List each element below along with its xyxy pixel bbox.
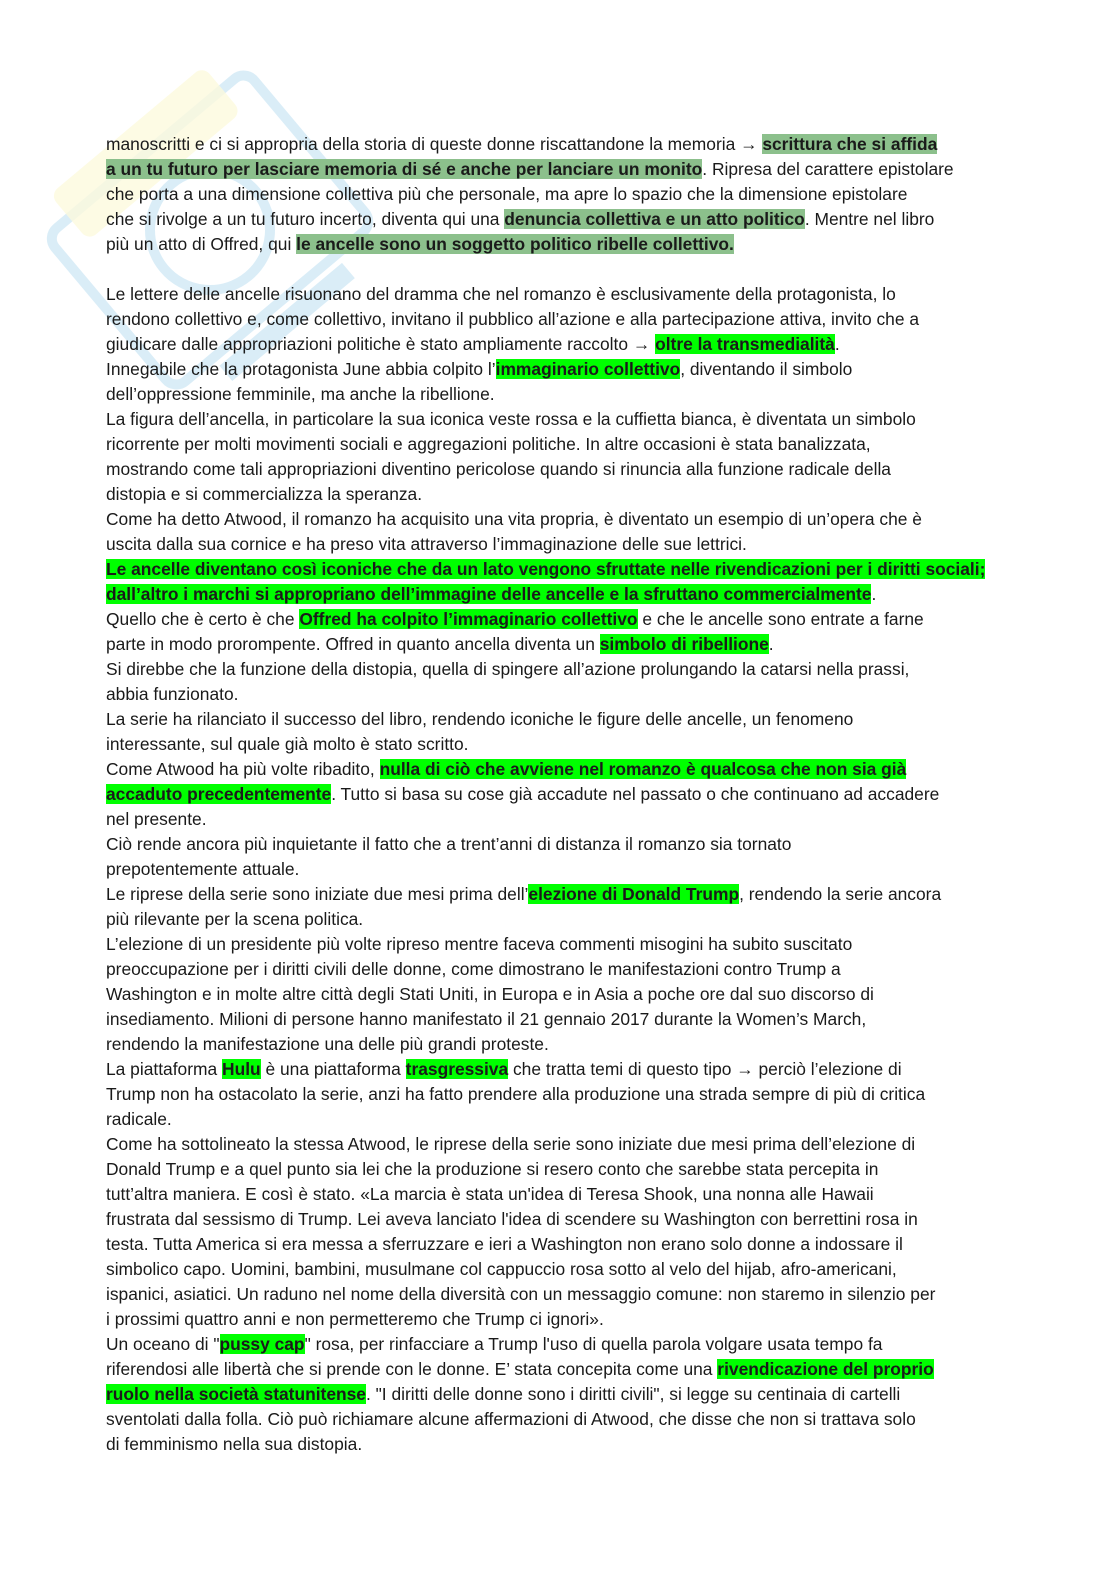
text-line xyxy=(106,1332,1006,1357)
text-run: radicale. xyxy=(106,1109,172,1129)
text-run: riferendosi alle libertà che si prende con le donne. E’ stata concepita come una xyxy=(106,1359,718,1379)
text-run: frustrata dal sessismo di Trump. Lei aveva lanciato l'idea di scendere su Washington con berrettini rosa in xyxy=(106,1209,918,1229)
highlighted-text: Hulu xyxy=(222,1059,261,1079)
text-run: La piattaforma xyxy=(106,1059,223,1079)
text-line xyxy=(106,632,1006,657)
text-run: Si direbbe che la funzione della distopia, quella di spingere all’azione prolungando la catarsi nella prassi, xyxy=(106,659,910,679)
text-line xyxy=(106,332,1006,357)
text-line xyxy=(106,807,1006,832)
highlighted-text: Offred ha colpito l’immaginario collettivo xyxy=(299,609,638,629)
text-line xyxy=(106,1307,1006,1332)
text-line xyxy=(106,1357,1006,1382)
text-line xyxy=(106,582,1006,607)
text-line xyxy=(106,957,1006,982)
text-run: che si rivolge a un tu futuro incerto, diventa qui una xyxy=(106,209,505,229)
highlighted-text: pussy cap xyxy=(219,1334,305,1354)
text-run: prepotentemente attuale. xyxy=(106,859,300,879)
text-line xyxy=(106,607,1006,632)
text-run: tutt’altra maniera. E così è stato. «La marcia è stata un'idea di Teresa Shook, una nonna alle Hawaii xyxy=(106,1184,874,1204)
text-run: La serie ha rilanciato il successo del libro, rendendo iconiche le figure delle ancelle, un fenomeno xyxy=(106,709,854,729)
text-run: ricorrente per molti movimenti sociali e aggregazioni politiche. In altre occasioni è stata banalizzata, xyxy=(106,434,871,454)
text-line xyxy=(106,132,1006,157)
text-run: Le riprese della serie sono iniziate due mesi prima dell’ xyxy=(106,884,529,904)
text-run: ispanici, asiatici. Un raduno nel nome della diversità con un messaggio comune: non staremo in silenzio per xyxy=(106,1284,936,1304)
text-line xyxy=(106,482,1006,507)
text-run: . xyxy=(871,584,877,604)
text-line xyxy=(106,1382,1006,1407)
highlighted-text: simbolo di ribellione xyxy=(599,634,769,654)
text-line xyxy=(106,1182,1006,1207)
text-line xyxy=(106,1407,1006,1432)
text-run: , diventando il simbolo xyxy=(680,359,853,379)
text-run: rendendo la manifestazione una delle più grandi proteste. xyxy=(106,1034,549,1054)
text-run: . xyxy=(768,634,774,654)
text-run: di femminismo nella sua distopia. xyxy=(106,1434,363,1454)
text-run: . xyxy=(834,334,840,354)
text-run: , rendendo la serie ancora xyxy=(739,884,942,904)
text-line xyxy=(106,507,1006,532)
text-run: rendono collettivo e, come collettivo, invitano il pubblico all’azione e alla partecipazione attiva, invito che a xyxy=(106,309,920,329)
text-line xyxy=(106,432,1006,457)
text-run: mostrando come tali appropriazioni diventino pericolose quando si rinuncia alla funzione radicale della xyxy=(106,459,891,479)
text-run: distopia e si commercializza la speranza. xyxy=(106,484,423,504)
text-run: La figura dell’ancella, in particolare la sua iconica veste rossa e la cuffietta bianca, è diventata un simbolo xyxy=(106,409,916,429)
text-line xyxy=(106,982,1006,1007)
text-run: Quello che è certo è che xyxy=(106,609,300,629)
text-line xyxy=(106,282,1006,307)
text-run: " rosa, per rinfacciare a Trump l'uso di quella parola volgare usata tempo fa xyxy=(304,1334,883,1354)
text-run: interessante, sul quale già molto è stato scritto. xyxy=(106,734,469,754)
text-line xyxy=(106,207,1006,232)
text-run: Un oceano di " xyxy=(106,1334,220,1354)
text-run: parte in modo prorompente. Offred in quanto ancella diventa un xyxy=(106,634,600,654)
text-line xyxy=(106,232,1006,257)
text-line xyxy=(106,882,1006,907)
text-line xyxy=(106,1257,1006,1282)
text-run: Innegabile che la protagonista June abbia colpito l’ xyxy=(106,359,496,379)
highlighted-text: Le ancelle diventano così iconiche che da un lato vengono sfruttate nelle rivendicazioni per i diritti sociali; xyxy=(106,559,986,579)
text-run: . "I diritti delle donne sono i diritti civili", si legge su centinaia di cartelli xyxy=(365,1384,901,1404)
text-line xyxy=(106,1232,1006,1257)
text-line xyxy=(106,1132,1006,1157)
text-line xyxy=(106,732,1006,757)
text-line xyxy=(106,1007,1006,1032)
text-run: Washington e in molte altre città degli Stati Uniti, in Europa e in Asia a poche ore dal suo discorso di xyxy=(106,984,874,1004)
text-line xyxy=(106,157,1006,182)
text-run: giudicare dalle appropriazioni politiche è stato ampliamente raccolto → xyxy=(106,334,656,354)
highlighted-text: nulla di ciò che avviene nel romanzo è qualcosa che non sia già xyxy=(379,759,907,779)
text-line xyxy=(106,1432,1006,1457)
text-line xyxy=(106,457,1006,482)
text-line xyxy=(106,682,1006,707)
text-line xyxy=(106,1032,1006,1057)
text-line xyxy=(106,407,1006,432)
highlighted-text: immaginario collettivo xyxy=(495,359,681,379)
text-line xyxy=(106,782,1006,807)
highlighted-text: elezione di Donald Trump xyxy=(528,884,740,904)
text-line xyxy=(106,707,1006,732)
text-line xyxy=(106,757,1006,782)
text-line xyxy=(106,182,1006,207)
text-line xyxy=(106,1082,1006,1107)
text-line xyxy=(106,382,1006,407)
highlighted-text: trasgressiva xyxy=(405,1059,509,1079)
text-line xyxy=(106,307,1006,332)
text-line xyxy=(106,357,1006,382)
text-run: simbolico capo. Uomini, bambini, musulmane col cappuccio rosa sotto al velo del hijab, afro-americani, xyxy=(106,1259,897,1279)
text-line xyxy=(106,857,1006,882)
text-run: . Tutto si basa su cose già accadute nel passato o che continuano ad accadere xyxy=(331,784,940,804)
text-run: Come ha detto Atwood, il romanzo ha acquisito una vita propria, è diventato un esempio di un’opera che è xyxy=(106,509,922,529)
highlighted-text: dall’altro i marchi si appropriano dell’immagine delle ancelle e la sfruttano commercialmente xyxy=(106,584,872,604)
text-run: che porta a una dimensione collettiva più che personale, ma apre lo spazio che la dimensione epistolare xyxy=(106,184,908,204)
highlighted-text: rivendicazione del proprio xyxy=(717,1359,934,1379)
text-run: dell’oppressione femminile, ma anche la ribellione. xyxy=(106,384,495,404)
highlighted-text: ruolo nella società statunitense xyxy=(106,1384,366,1404)
text-line xyxy=(106,657,1006,682)
text-run: Come ha sottolineato la stessa Atwood, le riprese della serie sono iniziate due mesi prima dell’elezione di xyxy=(106,1134,916,1154)
text-line xyxy=(106,557,1006,582)
text-run: manoscritti e ci si appropria della storia di queste donne riscattandone la memoria → xyxy=(106,134,763,154)
text-run: uscita dalla sua cornice e ha preso vita attraverso l’immaginazione delle sue lettrici. xyxy=(106,534,747,554)
highlighted-text: accaduto precedentemente xyxy=(106,784,332,804)
text-run: Le lettere delle ancelle risuonano del dramma che nel romanzo è esclusivamente della protagonista, lo xyxy=(106,284,896,304)
text-run: è una piattaforma xyxy=(260,1059,406,1079)
text-line xyxy=(106,1157,1006,1182)
text-run: L’elezione di un presidente più volte ripreso mentre faceva commenti misogini ha subito suscitato xyxy=(106,934,853,954)
text-run: nel presente. xyxy=(106,809,207,829)
text-line xyxy=(106,832,1006,857)
text-run: che tratta temi di questo tipo → perciò l’elezione di xyxy=(508,1059,902,1079)
highlighted-text: denuncia collettiva e un atto politico xyxy=(504,209,805,229)
text-run: Donald Trump e a quel punto sia lei che la produzione si resero conto che sarebbe stata percepita in xyxy=(106,1159,879,1179)
text-run: testa. Tutta America si era messa a sferruzzare e ieri a Washington non erano solo donne a indossare il xyxy=(106,1234,903,1254)
text-run: più un atto di Offred, qui xyxy=(106,234,297,254)
document-body xyxy=(106,132,1006,1457)
text-line xyxy=(106,1207,1006,1232)
text-run: i prossimi quattro anni e non permetteremo che Trump ci ignori». xyxy=(106,1309,604,1329)
text-run: . Ripresa del carattere epistolare xyxy=(702,159,954,179)
blank-line xyxy=(106,257,1006,282)
text-run: insediamento. Milioni di persone hanno manifestato il 21 gennaio 2017 durante la Women’s March, xyxy=(106,1009,867,1029)
text-run: . Mentre nel libro xyxy=(804,209,935,229)
highlighted-text: le ancelle sono un soggetto politico ribelle collettivo. xyxy=(296,234,734,254)
text-line xyxy=(106,1107,1006,1132)
text-run: preoccupazione per i diritti civili delle donne, come dimostrano le manifestazioni contro Trump a xyxy=(106,959,841,979)
text-run: e che le ancelle sono entrate a farne xyxy=(637,609,924,629)
text-line xyxy=(106,1057,1006,1082)
text-run: Ciò rende ancora più inquietante il fatto che a trent’anni di distanza il romanzo sia tornato xyxy=(106,834,792,854)
text-run: Come Atwood ha più volte ribadito, xyxy=(106,759,380,779)
highlighted-text: scrittura che si affida xyxy=(762,134,938,154)
text-line xyxy=(106,907,1006,932)
highlighted-text: a un tu futuro per lasciare memoria di sé e anche per lanciare un monito xyxy=(106,159,703,179)
text-line xyxy=(106,932,1006,957)
text-run: Trump non ha ostacolato la serie, anzi ha fatto prendere alla produzione una strada sempre di più di critica xyxy=(106,1084,926,1104)
highlighted-text: oltre la transmedialità xyxy=(655,334,835,354)
text-run: più rilevante per la scena politica. xyxy=(106,909,364,929)
text-line xyxy=(106,1282,1006,1307)
text-line xyxy=(106,532,1006,557)
text-run: sventolati dalla folla. Ciò può richiamare alcune affermazioni di Atwood, che disse che non si trattava solo xyxy=(106,1409,916,1429)
text-run: abbia funzionato. xyxy=(106,684,239,704)
